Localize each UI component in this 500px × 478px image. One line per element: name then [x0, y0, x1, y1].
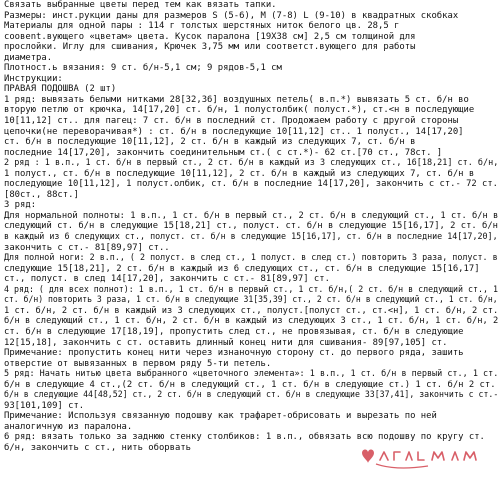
- text-line: Примечание: пропустить конец нити через изнаночную сторону ст. до первого ряда, зашить: [4, 348, 464, 359]
- text-line: следующий ст. б/н в следующие 15[18,21] ст., полуст. ст. б/н в следующие 15[16,17], 2 ст. б/н: [4, 221, 498, 232]
- text-line: цепочки(не переворачивая*) : ст. б/н в последующие 10[11,12] ст.. 1 полуст., 14[17,20]: [4, 126, 464, 137]
- watermark-swirl: [376, 464, 428, 468]
- text-line: ст. б/н в последующие 10[11,12], 2 ст. б/н в каждый из следующих 7, ст. б/н в: [4, 137, 416, 148]
- text-line: 10[11,12] ст.. для пагец: 7 ст. б/н в последний ст. Продожаем работу с другой стороны: [4, 116, 459, 127]
- text-line: [80ст., 88ст.]: [4, 189, 79, 200]
- text-line: ПРАВАЯ ПОДОШВА (2 шт): [4, 84, 117, 95]
- text-line: Примечание: Используя связанную подошву как трафарет-обрисовать и вырезать по ней: [4, 411, 437, 422]
- text-line: б/н в следующие 44[48,52] ст., 2 ст. б/н в следующий ст. б/н в следующие 33[37,41], закончить с ст.-: [4, 390, 499, 401]
- text-line: 4 ряд: ( для всех полнот): 1 в.п., 1 ст. б/н в первый ст., 1 ст. б/н,( 2 ст. б/н в следующий ст., 1: [4, 284, 498, 295]
- text-line: Инструкции:: [4, 73, 63, 84]
- text-line: соовеnt.вующего «цветам» цвета. Кусок паралона [19Х38 см] 2,5 см толщиной для: [4, 31, 416, 42]
- text-line: 6 ряд: вязать только за заднюю стенку столбиков: 1 в.п., обвязать всю подошву по кругу ст.: [4, 432, 485, 443]
- text-line: 2 ряд : 1 в.п., 1 ст. б/н в первый ст., 2 ст. б/н в каждый из 3 следующих ст., 16[18,21] ст. б/н,: [4, 158, 499, 169]
- text-line: 5 ряд: Начать нитью цвета выбранного «цветочного элемента»: 1 в.п., 1 ст. б/н в первый ст., 1 ст.: [4, 369, 499, 380]
- text-line: Для полной ноги: 2 в.п., ( 2 полуст. в след ст., 1 полуст. в след ст.) повторить 3 раза, полуст. в: [4, 253, 498, 264]
- text-line: последние 14[17,20], закончить соединительным ст.( с ст.*)- 62 ст.[70 ст., 78ст. ]: [4, 147, 443, 158]
- text-line: ст., полуст. в след 14[17,20], закончить с ст.- 81[89,97] ст.: [4, 274, 330, 285]
- text-line: 3 ряд:: [4, 200, 37, 211]
- text-line: следующие 15[18,21], 2 ст. б/н в каждый из 6 следующих ст., ст. б/н в следующие 15[16,17]: [4, 263, 480, 274]
- text-line: в каждый из 6 следующих ст., полуст. ст. б/н в следующие 15[16,17], ст. б/н в последние 14[17,20],: [4, 232, 498, 243]
- text-line: отверстие от вывязанных в первом ряду 5-ти петель.: [4, 358, 272, 369]
- text-line: ст. б/н в следующие 17[18,19], пропустить след ст., не провязывая, ст. б/н в следующие: [4, 326, 464, 337]
- text-line: вторую петлю от крючка, 14[17,20] ст. б/н, 1 полустолбик( полуст.*), ст.<н в последующие: [4, 105, 475, 116]
- text-line: Размеры: инст.рукции даны для размеров S (5-6), M (7-8) L (9-10) в квадратных скобках: [4, 10, 459, 21]
- text-line: аналогичную из паралона.: [4, 421, 133, 432]
- text-line: 12[15,18], закончить с ст. оставить длинный конец нити для сшивания- 89[97,105] ст.: [4, 337, 448, 348]
- text-line: закончить с ст.- 81[89,97] ст..: [4, 242, 170, 253]
- text-line: 1 ряд: вывязать белыми нитками 28[32,36] воздушных петель( в.п.*) вывязать 5 ст. б/н во: [4, 94, 469, 105]
- text-line: Плотност.ь вязания: 9 ст. б/н-5,1 см; 9 рядов-5,1 см: [4, 63, 282, 74]
- text-line: последующие 10[11,12], 1 полуст.олбик, ст. б/н в последние 14[17,20], закончить с ст.- 72 ст.: [4, 179, 498, 190]
- text-line: 1 полуст., ст. б/н в последующие 10[11,12], 2 ст. б/н в каждый из следующих 7, ст. б/н в: [4, 168, 475, 179]
- text-line: б/н, закончить с ст., нить оборвать: [4, 442, 192, 453]
- text-line: б/н в следующий ст., 1 ст. б/н, 2 ст. б/н в каждый из следующих 3 ст., 1 ст. б/н, 1 ст. б/н, 2: [4, 316, 499, 327]
- text-line: ст. б/н) повторить 3 раза, 1 ст. б/н в следующие 31[35,39] ст., 2 ст. б/н в следующий ст., 1 ст. б/н,: [4, 295, 498, 306]
- text-line: Материалы для одной пары : 114 г толстых шерстяных ниток белого цв. 28,5 г: [4, 21, 400, 32]
- text-line: Связать выбранные цветы перед тем как вязать тапки.: [4, 0, 277, 10]
- text-line: б/н в следующие 4 ст.,(2 ст. б/н в следующий ст., 1 ст. б/н в следующие ст.) 1 ст. б/н 2 ст.: [4, 379, 496, 390]
- document-body: [4, 0, 498, 454]
- text-line: диаметра.: [4, 52, 53, 63]
- text-line: прослойки. Иглу для сшивания, Крючек 3,75 мм или соответст.вующего для работы: [4, 42, 416, 53]
- text-line: 93[101,109] ст.: [4, 400, 85, 411]
- text-line: 1 ст. б/н, 2 ст. б/н в каждый из 3 следующих ст., полуст.[полуст ст., ст.<н], 1 ст. б/н, 2 ст.: [4, 305, 499, 316]
- text-line: Для нормальной полноты: 1 в.п., 1 ст. б/н в первый ст., 2 ст. б/н в следующий ст., 1 ст. б/н в: [4, 210, 499, 221]
